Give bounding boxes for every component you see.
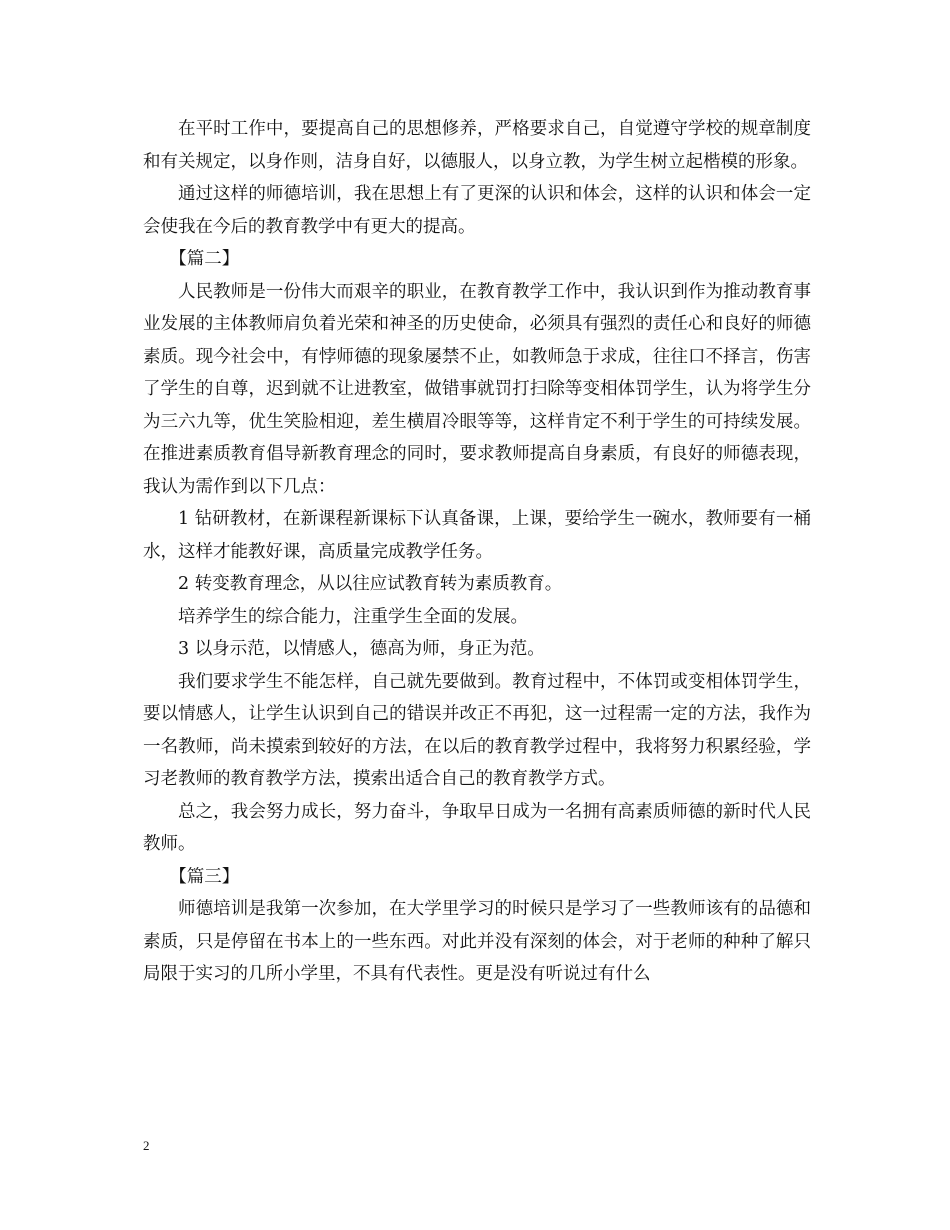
- paragraph-conduct: 在平时工作中，要提高自己的思想修养，严格要求自己，自觉遵守学校的规章制度和有关规定，以身作则，洁身自好，以德服人，以身立教，为学生树立起楷模的形象。: [143, 119, 811, 172]
- document-body: [143, 113, 811, 991]
- section-heading-part-three: 【篇三】: [169, 866, 240, 887]
- paragraph-first-training: 师德培训是我第一次参加，在大学里学习的时候只是学习了一些教师该有的品德和素质，只是停留在书本上的一些东西。对此并没有深刻的体会，对于老师的种种了解只局限于实习的几所小学里，不具有代表性。更是没有听说过有什么: [143, 899, 811, 984]
- paragraph-comprehensive-ability: 培养学生的综合能力，注重学生全面的发展。: [178, 606, 528, 627]
- paragraph-training-reflection: 通过这样的师德培训，我在思想上有了更深的认识和体会，这样的认识和体会一定会使我在今后的教育教学中有更大的提高。: [143, 184, 811, 237]
- section-heading-part-two: 【篇二】: [169, 249, 240, 269]
- paragraph-teacher-profession: 人民教师是一份伟大而艰辛的职业，在教育教学工作中，我认识到作为推动教育事业发展的主体教师肩负着光荣和神圣的历史使命，必须具有强烈的责任心和良好的师德素质。现今社会中，有悖师德的现象屡禁不止，如教师急于求成，往往口不择言，伤害了学生的自尊，迟到就不让进教室，做错事就罚打扫除等变相体罚学生，认为将学生分为三六九等，优生笑脸相迎，差生横眉冷眼等等，这样肯定不利于学生的可持续发展。在推进素质教育倡导新教育理念的同时，要求教师提高自身素质，有良好的师德表现，我认为需作到以下几点：: [143, 281, 811, 497]
- paragraph-point-two: 2 转变教育理念，从以往应试教育转为素质教育。: [178, 574, 563, 594]
- paragraph-point-one: 1 钻研教材，在新课程新课标下认真备课，上课，要给学生一碗水，教师要有一桶水，这样才能教好课，高质量完成教学任务。: [143, 509, 811, 562]
- paragraph-point-three: 3 以身示范，以情感人，德高为师，身正为范。: [178, 639, 545, 659]
- paragraph-conclusion: 总之，我会努力成长，努力奋斗，争取早日成为一名拥有高素质师德的新时代人民教师。: [143, 801, 811, 854]
- page-number: 2: [143, 1138, 150, 1153]
- paragraph-lead-by-example: 我们要求学生不能怎样，自己就先要做到。教育过程中，不体罚或变相体罚学生，要以情感人，让学生认识到自己的错误并改正不再犯，这一过程需一定的方法，我作为一名教师，尚未摸索到较好的方法，在以后的教育教学过程中，我将努力积累经验，学习老教师的教育教学方法，摸索出适合自己的教育教学方式。: [143, 671, 811, 789]
